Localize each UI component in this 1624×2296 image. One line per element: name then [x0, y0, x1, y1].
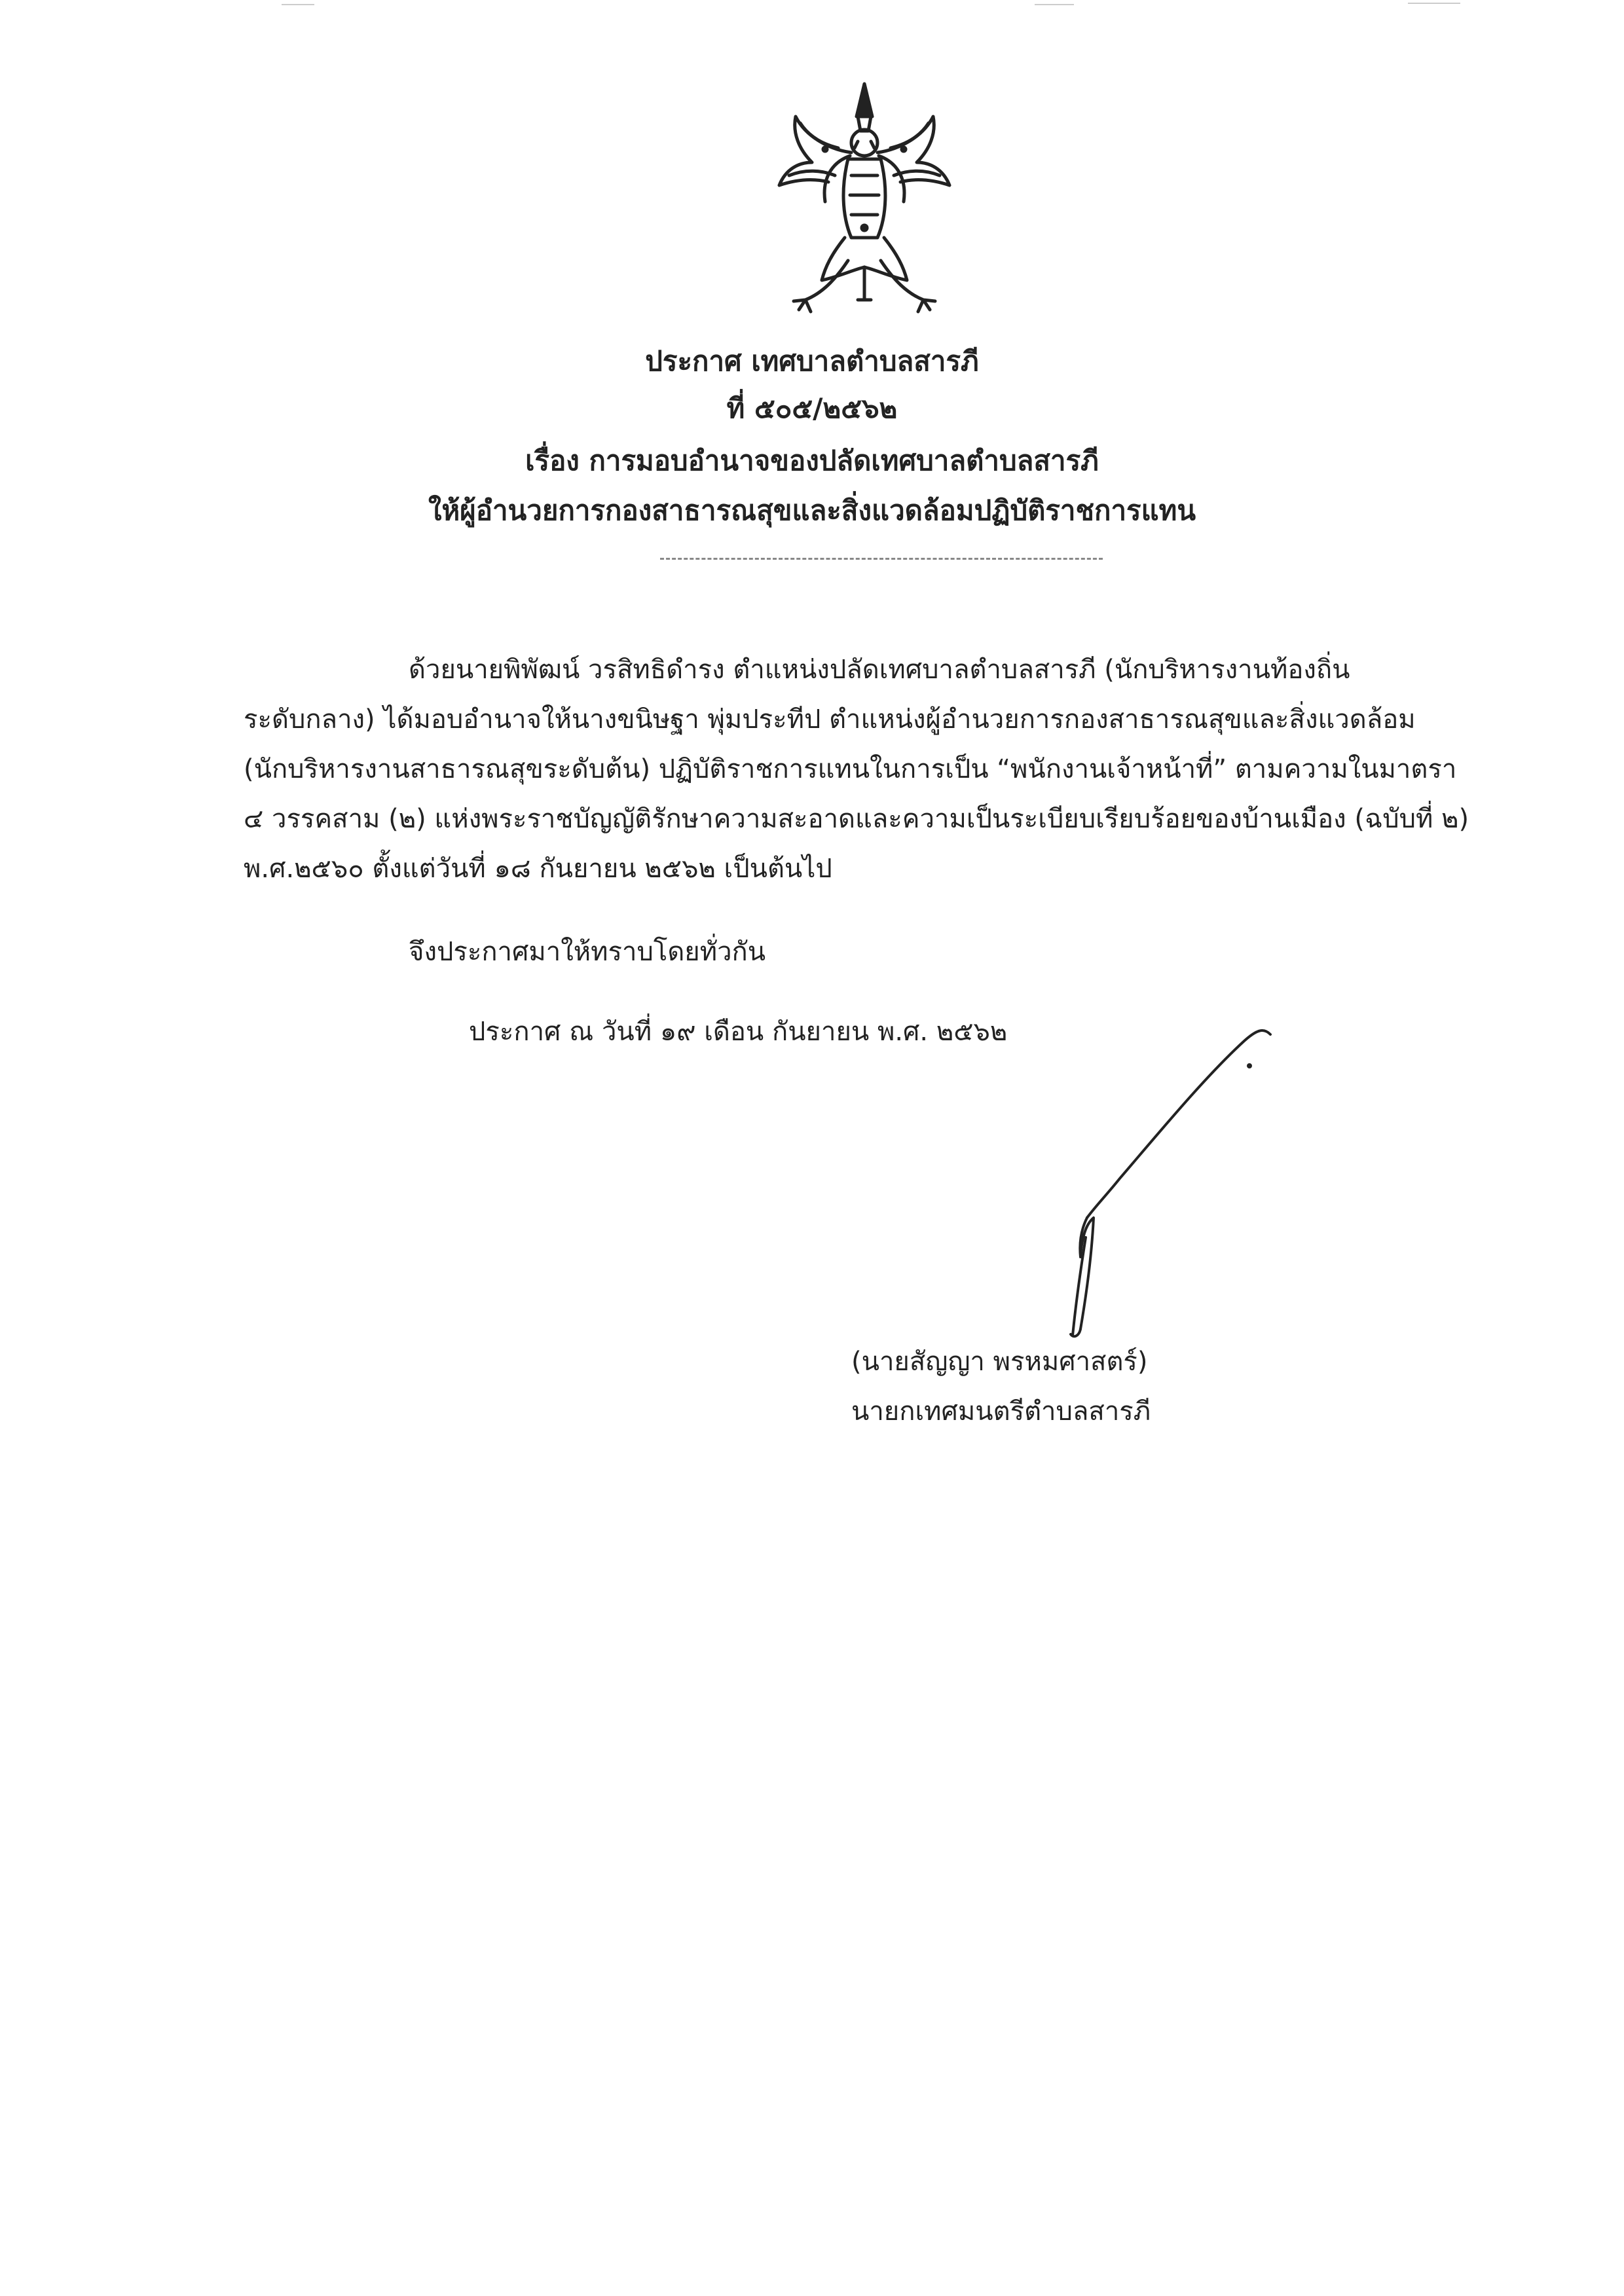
announcement-date: ประกาศ ณ วันที่ ๑๙ เดือน กันยายน พ.ศ. ๒๕๖๒ [469, 1017, 1008, 1047]
body-line: ๔ วรรคสาม (๒) แห่งพระราชบัญญัติรักษาความสะอาดและความเป็นระเบียบเรียบร้อยของบ้านเมือง (ฉบับที่ ๒) [244, 804, 1469, 834]
scan-noise [282, 4, 314, 5]
announcement-subject-continued: ให้ผู้อำนวยการกองสาธารณสุขและสิ่งแวดล้อมปฏิบัติราชการแทน [428, 494, 1196, 526]
announcement-subject: เรื่อง การมอบอำนาจของปลัดเทศบาลตำบลสารภี [525, 445, 1099, 477]
body-paragraph [244, 645, 1501, 894]
body-line: พ.ศ.๒๕๖๐ ตั้งแต่วันที่ ๑๘ กันยายน ๒๕๖๒ เป็นต้นไป [244, 854, 832, 884]
garuda-emblem-icon [760, 71, 969, 326]
body-line: ด้วยนายพิพัฒน์ วรสิทธิดำรง ตำแหน่งปลัดเทศบาลตำบลสารภี (นักบริหารงานท้องถิ่น [409, 655, 1350, 685]
body-line: ระดับกลาง) ได้มอบอำนาจให้นางขนิษฐา พุ่มประทีป ตำแหน่งผู้อำนวยการกองสาธารณสุขและสิ่งแวดล้อม [244, 704, 1416, 735]
header-divider [660, 558, 1103, 560]
signatory-name: (นายสัญญา พรหมศาสตร์) [851, 1347, 1148, 1377]
announcement-title: ประกาศ เทศบาลตำบลสารภี [645, 345, 979, 377]
scan-noise [1408, 3, 1460, 4]
closing-statement: จึงประกาศมาให้ทราบโดยทั่วกัน [409, 937, 766, 967]
body-line: (นักบริหารงานสาธารณสุขระดับต้น) ปฏิบัติราชการแทนในการเป็น “พนักงานเจ้าหน้าที่” ตามความในมาตรา [244, 754, 1457, 784]
scan-noise [1035, 4, 1074, 5]
signatory-title: นายกเทศมนตรีตำบลสารภี [851, 1396, 1151, 1427]
announcement-number: ที่ ๕๐๕/๒๕๖๒ [726, 392, 898, 424]
